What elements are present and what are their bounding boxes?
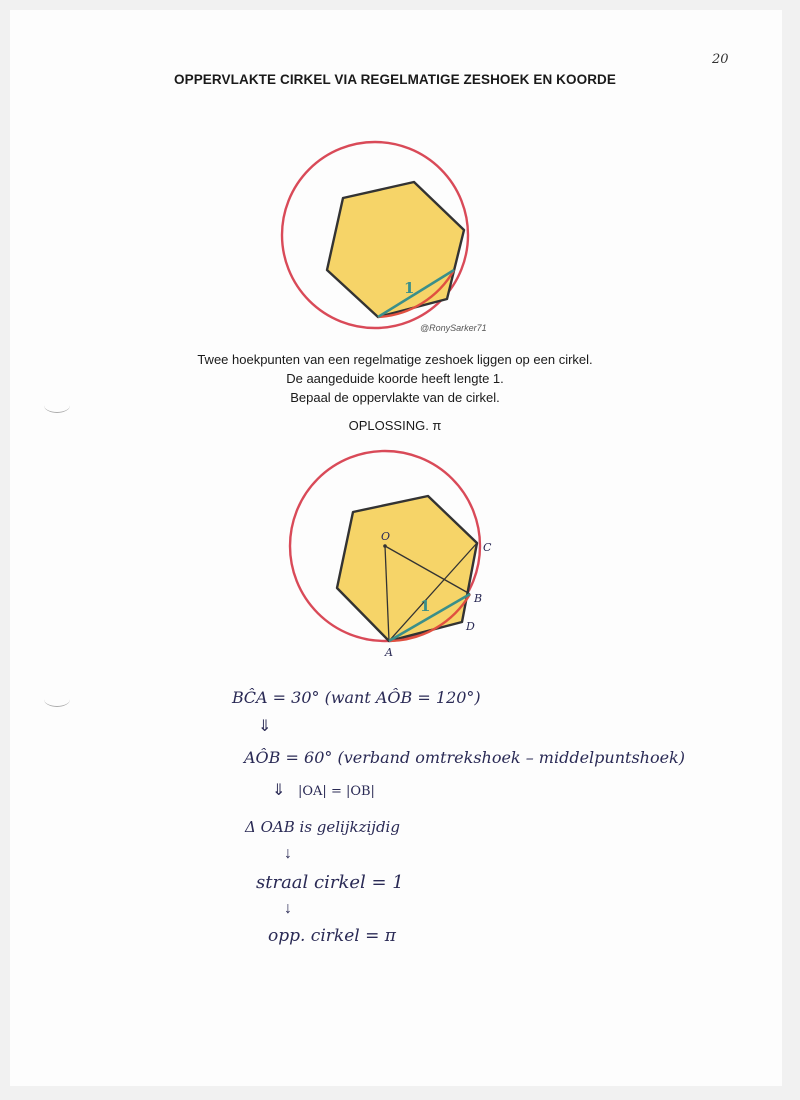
center-point	[383, 544, 387, 548]
down-arrow-icon: ⇓	[272, 782, 286, 799]
figure-solution	[280, 440, 510, 660]
hw-step-2: AÔB = 60° (verband omtrekshoek – middelpuntshoek)	[244, 748, 685, 767]
hexagon	[337, 496, 477, 641]
label-C: C	[483, 541, 492, 554]
down-arrow-icon: ↓	[284, 845, 292, 862]
label-D: D	[466, 620, 475, 633]
punch-hole-mark	[44, 398, 70, 413]
punch-hole-mark	[44, 692, 70, 707]
problem-line: Bepaal de oppervlakte van de cirkel.	[290, 390, 500, 405]
label-O: O	[381, 530, 391, 543]
page-title: OPPERVLAKTE CIRKEL VIA REGELMATIGE ZESHOEK EN KOORDE	[174, 72, 616, 87]
label-A: A	[385, 646, 393, 659]
problem-line: De aangeduide koorde heeft lengte 1.	[286, 371, 504, 386]
page-number: 20	[712, 52, 729, 67]
chord-label: 1	[420, 597, 431, 615]
problem-line: Twee hoekpunten van een regelmatige zeshoek liggen op een cirkel.	[197, 352, 593, 367]
chord-label: 1	[404, 279, 415, 297]
solution-heading: OPLOSSING. π	[348, 418, 442, 433]
figure-problem	[270, 140, 480, 330]
down-arrow-icon: ⇓	[258, 718, 272, 735]
hw-step-1: BĈA = 30° (want AÔB = 120°)	[232, 688, 481, 707]
down-arrow-icon: ↓	[284, 900, 292, 917]
hw-step-3: |OA| = |OB|	[298, 784, 375, 799]
hexagon	[327, 182, 464, 317]
hw-step-6: opp. cirkel = π	[268, 926, 396, 946]
label-B: B	[474, 592, 483, 605]
hw-step-4: Δ OAB is gelijkzijdig	[245, 818, 400, 836]
figure-credit: @RonySarker71	[420, 323, 487, 333]
problem-text	[0, 350, 790, 407]
hw-step-5: straal cirkel = 1	[256, 872, 404, 893]
